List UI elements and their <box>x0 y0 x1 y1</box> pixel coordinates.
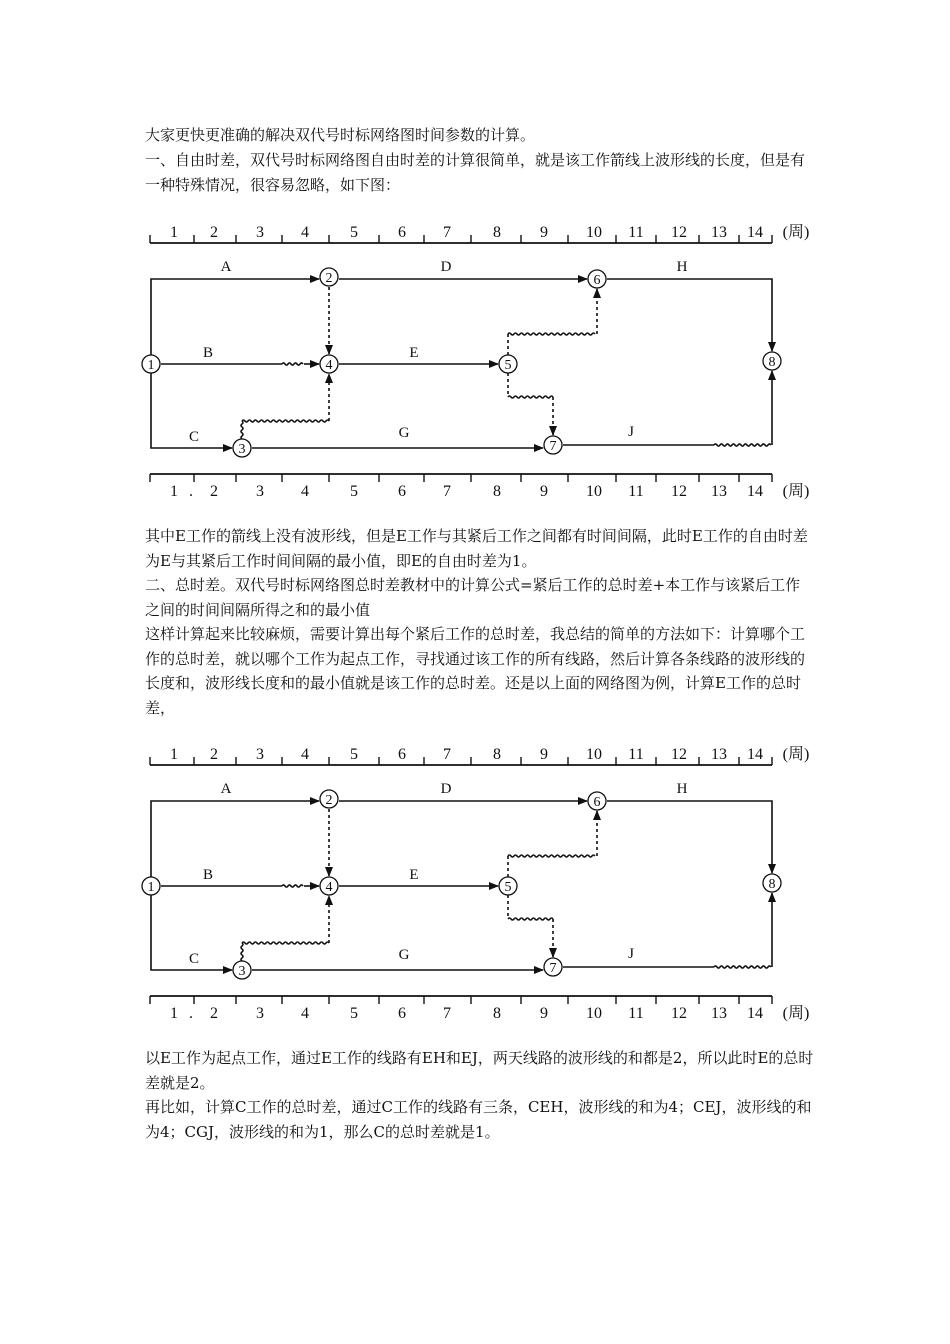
node-number: 3 <box>238 442 246 457</box>
dummy-wave-5-7 <box>508 918 553 920</box>
week-label: 1 <box>170 1005 178 1022</box>
node-number: 4 <box>325 358 333 373</box>
week-label: 10 <box>586 1005 602 1022</box>
week-label: 7 <box>443 224 451 241</box>
node-number: 1 <box>147 880 155 895</box>
week-label: 6 <box>398 1005 406 1022</box>
week-label: 8 <box>493 1005 501 1022</box>
activity-label-h: H <box>676 781 688 797</box>
week-label: 5 <box>350 746 358 763</box>
activity-label-a: A <box>220 259 232 275</box>
node-number: 5 <box>504 358 512 373</box>
week-label: 7 <box>443 1005 451 1022</box>
activity-arrow-a <box>151 279 319 355</box>
wavy-line-b <box>282 885 303 887</box>
node-5 <box>499 355 517 373</box>
activity-arrow-a <box>151 801 319 877</box>
week-label: 2 <box>210 1005 218 1022</box>
node-3 <box>233 961 251 979</box>
week-label: 10 <box>586 483 602 500</box>
node-number: 2 <box>325 793 333 808</box>
time-scale-bottom <box>150 474 809 500</box>
week-label: 5 <box>350 224 358 241</box>
week-label: 11 <box>628 224 644 241</box>
week-label: 9 <box>540 224 548 241</box>
week-label: 7 <box>443 483 451 500</box>
network-diagram-1 <box>136 215 826 505</box>
week-label: 2 <box>210 224 218 241</box>
unit-label: (周) <box>782 224 810 241</box>
week-label: 7 <box>443 746 451 763</box>
week-label: 3 <box>256 483 264 500</box>
week-label: 9 <box>540 1005 548 1022</box>
node-4 <box>320 877 338 895</box>
activity-label-g: G <box>398 947 410 963</box>
section2-formula-text: 二、总时差。双代号时标网络图总时差教材中的计算公式=紧后工作的总时差+本工作与该紧后工作之间的时间间隔所得之和的最小值 <box>145 576 801 619</box>
week-label: 9 <box>540 483 548 500</box>
network-diagram-svg <box>136 215 826 505</box>
scale-dot: . <box>189 1005 193 1022</box>
node-8 <box>763 352 781 370</box>
intro-text: 大家更快更准确的解决双代号时标网络图时间参数的计算。 <box>145 126 536 144</box>
node-6 <box>588 270 606 288</box>
paragraph-e-total-float: 以E工作为起点工作，通过E工作的线路有EH和EJ，两天线路的波形线的和都是2，所以此时E的总时差就是2。 <box>145 1049 814 1092</box>
week-label: 11 <box>628 746 644 763</box>
node-number: 4 <box>325 880 333 895</box>
node-number: 6 <box>593 795 601 810</box>
week-label: 2 <box>210 483 218 500</box>
week-label: 3 <box>256 1005 264 1022</box>
wavy-line-j <box>714 444 771 446</box>
node-number: 3 <box>238 964 246 979</box>
week-label: 14 <box>747 483 763 500</box>
node-7 <box>544 958 562 976</box>
node-1 <box>142 877 160 895</box>
week-label: 11 <box>628 1005 644 1022</box>
paragraph-c-total-float: 再比如，计算C工作的总时差，通过C工作的线路有三条，CEH，波形线的和为4；CEJ，波形线的和为4；CGJ，波形线的和为1，那么C的总时差就是1。 <box>145 1098 812 1141</box>
week-label: 4 <box>301 224 309 241</box>
activity-label-c: C <box>188 429 200 445</box>
dummy-wave-3-4 <box>242 942 329 944</box>
time-scale-top <box>150 223 809 243</box>
week-label: 2 <box>210 746 218 763</box>
week-label: 1 <box>170 483 178 500</box>
week-label: 14 <box>747 746 763 763</box>
week-label: 1 <box>170 224 178 241</box>
node-number: 1 <box>147 358 155 373</box>
week-label: 10 <box>586 224 602 241</box>
week-label: 4 <box>301 1005 309 1022</box>
node-number: 2 <box>325 271 333 286</box>
dummy-wave-5-7 <box>508 396 553 398</box>
node-1 <box>142 355 160 373</box>
node-5 <box>499 877 517 895</box>
activity-label-b: B <box>202 867 214 883</box>
week-label: 8 <box>493 746 501 763</box>
week-label: 12 <box>671 224 687 241</box>
activity-label-c: C <box>188 951 200 967</box>
week-label: 5 <box>350 1005 358 1022</box>
activity-arrow-h <box>607 279 772 351</box>
week-label: 12 <box>671 746 687 763</box>
node-2 <box>320 268 338 286</box>
activity-label-e: E <box>409 867 419 883</box>
week-label: 12 <box>671 483 687 500</box>
week-label: 9 <box>540 746 548 763</box>
week-label: 8 <box>493 483 501 500</box>
activity-label-g: G <box>398 425 410 441</box>
week-label: 14 <box>747 1005 763 1022</box>
node-number: 6 <box>593 273 601 288</box>
dummy-wave-3-4-up <box>241 943 243 961</box>
dummy-wave-5-6 <box>508 333 595 335</box>
week-label: 11 <box>628 483 644 500</box>
week-label: 5 <box>350 483 358 500</box>
network-diagram-svg <box>136 737 826 1027</box>
activity-label-e: E <box>409 345 419 361</box>
time-scale-bottom <box>150 996 809 1022</box>
node-3 <box>233 439 251 457</box>
node-number: 5 <box>504 880 512 895</box>
node-number: 7 <box>549 961 557 976</box>
activity-arrow-h <box>607 801 772 873</box>
section1-text: 一、自由时差，双代号时标网络图自由时差的计算很简单，就是该工作箭线上波形线的长度，但是有一种特殊情况，很容易忽略，如下图： <box>145 151 806 194</box>
activity-label-h: H <box>676 259 688 275</box>
week-label: 1 <box>170 746 178 763</box>
week-label: 14 <box>747 224 763 241</box>
week-label: 13 <box>711 746 727 763</box>
time-scale-top <box>150 745 809 765</box>
week-label: 13 <box>711 483 727 500</box>
week-label: 3 <box>256 224 264 241</box>
node-number: 8 <box>768 877 776 892</box>
week-label: 13 <box>711 224 727 241</box>
node-7 <box>544 436 562 454</box>
network-arrows <box>151 801 772 970</box>
network-arrows <box>151 279 772 448</box>
activity-label-b: B <box>202 345 214 361</box>
node-number: 8 <box>768 355 776 370</box>
week-label: 12 <box>671 1005 687 1022</box>
activity-label-d: D <box>440 259 452 275</box>
dummy-wave-5-6 <box>508 855 595 857</box>
node-4 <box>320 355 338 373</box>
week-label: 8 <box>493 224 501 241</box>
unit-label: (周) <box>782 483 810 500</box>
week-label: 6 <box>398 483 406 500</box>
dummy-wave-3-4-up <box>241 421 243 439</box>
dummy-wave-3-4 <box>242 420 329 422</box>
section2-method-text: 这样计算起来比较麻烦，需要计算出每个紧后工作的总时差，我总结的简单的方法如下：计算哪个工作的总时差，就以哪个工作为起点工作，寻找通过该工作的所有线路，然后计算各条线路的波形线的长度和，波形线长度和的最小值就是该工作的总时差。还是以上面的网络图为例，计算E工作的总时差， <box>145 625 806 717</box>
unit-label: (周) <box>782 746 810 763</box>
activity-label-j: J <box>628 424 634 440</box>
week-label: 3 <box>256 746 264 763</box>
node-number: 7 <box>549 439 557 454</box>
week-label: 6 <box>398 224 406 241</box>
node-8 <box>763 874 781 892</box>
activity-label-d: D <box>440 781 452 797</box>
week-label: 10 <box>586 746 602 763</box>
week-label: 13 <box>711 1005 727 1022</box>
unit-label: (周) <box>782 1005 810 1022</box>
week-label: 6 <box>398 746 406 763</box>
wavy-line-b <box>282 363 303 365</box>
scale-dot: . <box>189 483 193 500</box>
node-2 <box>320 790 338 808</box>
activity-label-j: J <box>628 946 634 962</box>
node-6 <box>588 792 606 810</box>
paragraph-free-float-note: 其中E工作的箭线上没有波形线，但是E工作与其紧后工作之间都有时间间隔，此时E工作的自由时差为E与其紧后工作时间间隔的最小值，即E的自由时差为1。 <box>145 527 808 570</box>
week-label: 4 <box>301 746 309 763</box>
activity-label-a: A <box>220 781 232 797</box>
wavy-line-j <box>714 966 771 968</box>
week-label: 4 <box>301 483 309 500</box>
network-diagram-2 <box>136 737 826 1027</box>
